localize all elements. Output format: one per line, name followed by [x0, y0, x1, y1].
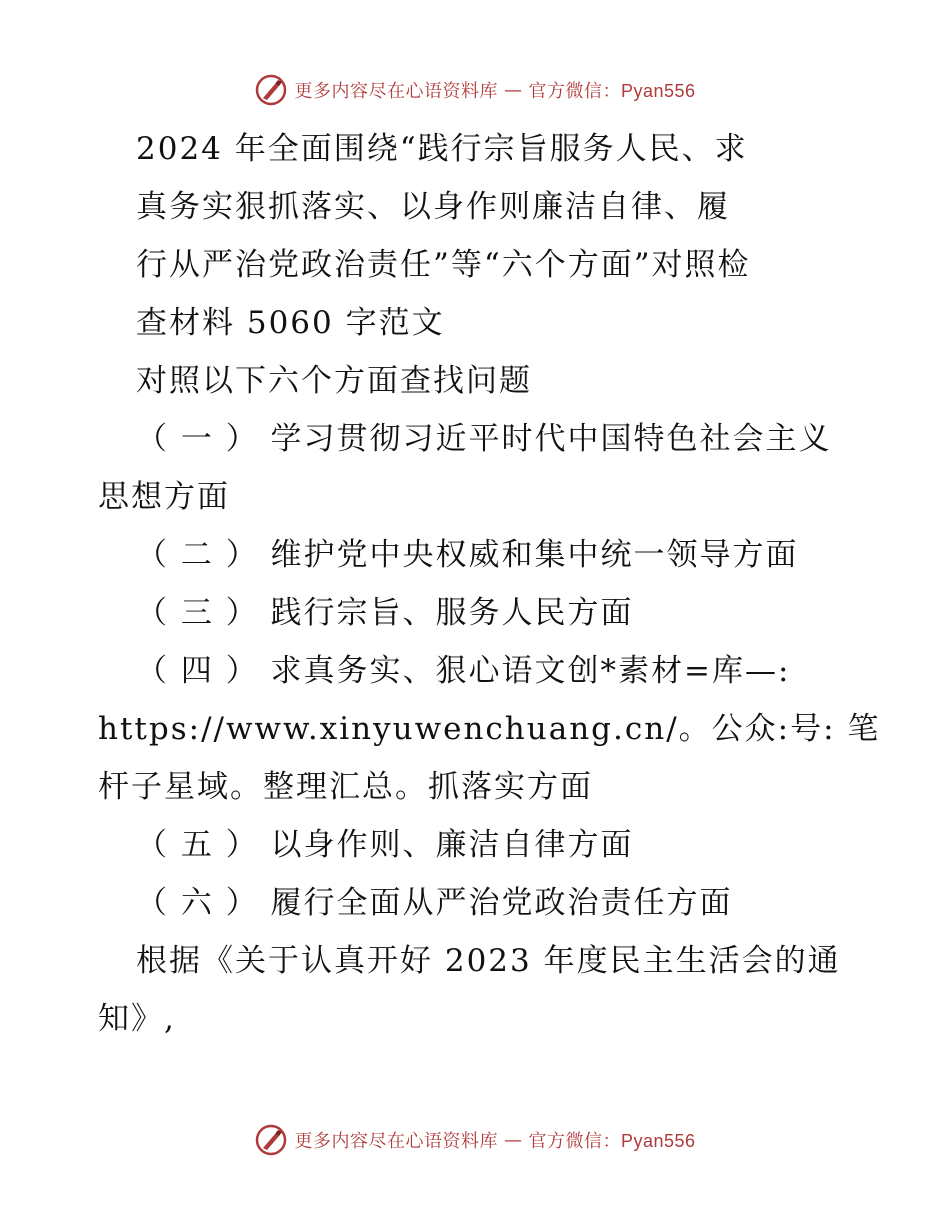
pen-nib-circle-icon [254, 1123, 288, 1157]
paragraph-line-2: 知》, [98, 1001, 176, 1037]
item-3: （ 三 ） 践行宗旨、服务人民方面 [136, 595, 634, 631]
header-banner-text: 更多内容尽在心语资料库 [294, 81, 498, 102]
item-1-line-2: 思想方面 [98, 479, 230, 515]
header-banner-dash: — [503, 79, 523, 101]
item-4-line-2: https://www.xinyuwenchuang.cn/。公众:号: 笔 [98, 711, 881, 747]
footer-watermark [0, 1120, 950, 1160]
item-1-line-1: （ 一 ） 学习贯彻习近平时代中国特色社会主义 [136, 421, 832, 457]
intro-line: 对照以下六个方面查找问题 [136, 363, 532, 399]
paragraph-line-1: 根据《关于认真开好 2023 年度民主生活会的通 [136, 943, 841, 979]
title-line-3: 行从严治党政治责任”等“六个方面”对照检 [136, 247, 751, 283]
item-4-line-3: 杆子星域。整理汇总。抓落实方面 [98, 769, 593, 805]
title-line-4: 查材料 5060 字范文 [136, 305, 445, 341]
header-watermark [0, 70, 950, 110]
footer-banner-wechat: 官方微信：Pyan556 [528, 1131, 696, 1151]
header-banner-wechat: 官方微信：Pyan556 [528, 81, 696, 101]
title-line-1: 2024 年全面围绕“践行宗旨服务人民、求 [136, 131, 748, 167]
item-6: （ 六 ） 履行全面从严治党政治责任方面 [136, 885, 733, 921]
item-2: （ 二 ） 维护党中央权威和集中统一领导方面 [136, 537, 799, 573]
pen-nib-circle-icon [254, 73, 288, 107]
footer-banner-text: 更多内容尽在心语资料库 [294, 1131, 498, 1152]
document-body [98, 120, 881, 1048]
item-4-line-1: （ 四 ） 求真务实、狠心语文创*素材=库—: [136, 653, 791, 689]
title-line-2: 真务实狠抓落实、以身作则廉洁自律、履 [136, 189, 730, 225]
footer-banner-dash: — [503, 1129, 523, 1151]
item-5: （ 五 ） 以身作则、廉洁自律方面 [136, 827, 634, 863]
